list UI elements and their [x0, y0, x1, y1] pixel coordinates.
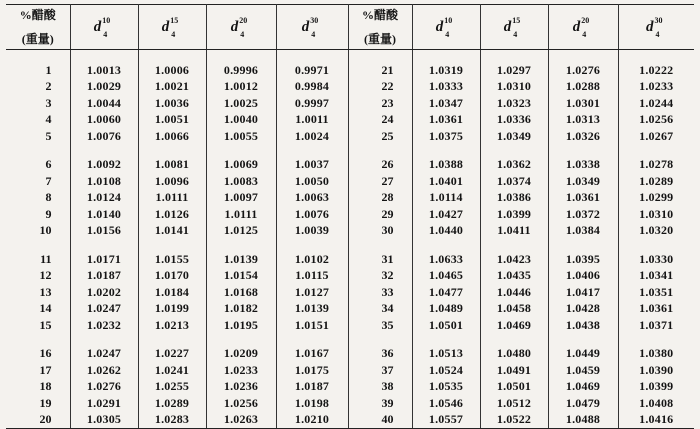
spacer-cell	[348, 145, 412, 157]
spacer-cell	[480, 50, 548, 63]
density-value-right: 1.0557	[412, 412, 480, 429]
density-value-left: 1.0092	[70, 157, 138, 174]
table-row	[6, 223, 694, 240]
table-row	[6, 301, 694, 318]
density-value-right: 1.0114	[412, 190, 480, 207]
density-value-left: 1.0063	[276, 190, 348, 207]
block-spacer-row	[6, 50, 694, 63]
density-value-right: 1.0375	[412, 128, 480, 145]
density-value-left: 1.0125	[206, 223, 276, 240]
density-value-right: 1.0380	[639, 346, 674, 361]
concentration-right: 40	[348, 412, 412, 429]
concentration-left: 7	[6, 173, 70, 190]
density-value-left: 1.0076	[70, 128, 138, 145]
density-value-right: 1.0361	[639, 301, 674, 316]
density-value-left: 1.0283	[138, 412, 206, 429]
density-value-right: 1.0449	[548, 346, 618, 363]
block-spacer-row	[6, 239, 694, 251]
density-value-right: 1.0288	[548, 79, 618, 96]
density-value-right: 1.0438	[548, 317, 618, 334]
concentration-right: 30	[348, 223, 412, 240]
density-value-right: 1.0333	[412, 79, 480, 96]
concentration-left: 4	[6, 112, 70, 129]
density-value-left: 1.0021	[138, 79, 206, 96]
table-row	[6, 268, 694, 285]
density-value-right: 1.0323	[480, 95, 548, 112]
concentration-right: 27	[348, 173, 412, 190]
density-value-right: 1.0399	[639, 379, 674, 394]
density-value-left: 1.0037	[276, 157, 348, 174]
density-value-left: 1.0175	[276, 362, 348, 379]
density-value-right: 1.0524	[412, 362, 480, 379]
density-value-right: 1.0435	[480, 268, 548, 285]
concentration-left: 1	[6, 62, 70, 79]
density-value-right: 1.0310	[480, 79, 548, 96]
table-row	[6, 284, 694, 301]
density-value-left: 1.0291	[70, 395, 138, 412]
spacer-cell	[548, 239, 618, 251]
concentration-right: 31	[348, 251, 412, 268]
acetic-acid-density-table	[6, 4, 694, 429]
concentration-left: 9	[6, 206, 70, 223]
density-value-left: 0.9996	[206, 62, 276, 79]
density-value-left: 1.0232	[70, 317, 138, 334]
acid-percent-label-right: %醋酸	[361, 8, 398, 22]
concentration-right: 32	[348, 268, 412, 285]
density-value-left: 1.0167	[276, 346, 348, 363]
spacer-cell	[618, 50, 694, 63]
density-value-left: 1.0263	[206, 412, 276, 429]
spacer-cell	[138, 334, 206, 346]
density-header-30-left: $d^{30}_4$	[276, 5, 348, 50]
spacer-cell	[138, 239, 206, 251]
density-value-left: 1.0024	[276, 128, 348, 145]
spacer-cell	[412, 145, 480, 157]
density-value-left: 1.0083	[206, 173, 276, 190]
concentration-left: 13	[6, 284, 70, 301]
spacer-cell	[276, 50, 348, 63]
density-value-left: 1.0126	[138, 206, 206, 223]
density-value-right: 1.0301	[548, 95, 618, 112]
density-value-left: 1.0209	[206, 346, 276, 363]
density-value-left: 1.0255	[138, 379, 206, 396]
concentration-right: 23	[348, 95, 412, 112]
density-value-right: 1.0522	[480, 412, 548, 429]
density-value-left: 1.0081	[138, 157, 206, 174]
density-value-left: 1.0276	[70, 379, 138, 396]
density-value-left: 1.0256	[206, 395, 276, 412]
density-value-right: 1.0546	[412, 395, 480, 412]
block-spacer-row	[6, 145, 694, 157]
density-value-right: 1.0338	[548, 157, 618, 174]
density-value-right: 1.0458	[480, 301, 548, 318]
density-value-right: 1.0488	[548, 412, 618, 429]
spacer-cell	[348, 239, 412, 251]
density-value-right: 1.0384	[548, 223, 618, 240]
concentration-right: 38	[348, 379, 412, 396]
density-value-right: 1.0256	[639, 112, 674, 127]
density-value-right: 1.0276	[548, 62, 618, 79]
density-value-left: 1.0076	[276, 206, 348, 223]
spacer-cell	[412, 50, 480, 63]
density-value-left: 1.0011	[276, 112, 348, 129]
density-value-right: 1.0480	[480, 346, 548, 363]
density-value-right: 1.0388	[412, 157, 480, 174]
density-value-right: 1.0313	[548, 112, 618, 129]
density-value-left: 1.0140	[70, 206, 138, 223]
concentration-right: 35	[348, 317, 412, 334]
acid-percent-header-right	[348, 5, 412, 50]
density-value-right: 1.0222	[639, 62, 674, 77]
density-value-left: 1.0060	[70, 112, 138, 129]
density-value-left: 1.0247	[70, 301, 138, 318]
density-value-right: 1.0244	[639, 95, 674, 110]
spacer-cell	[276, 145, 348, 157]
spacer-cell	[618, 145, 694, 157]
density-value-right: 1.0372	[548, 206, 618, 223]
header-row	[6, 5, 694, 50]
spacer-cell	[480, 239, 548, 251]
density-value-right: 1.0501	[480, 379, 548, 396]
density-value-right: 1.0417	[548, 284, 618, 301]
density-header-10-right: $d^{10}_4$	[412, 5, 480, 50]
density-value-left: 1.0025	[206, 95, 276, 112]
density-value-right: 1.0341	[639, 268, 674, 283]
density-value-left: 1.0111	[138, 190, 206, 207]
density-value-left: 0.9971	[276, 62, 348, 79]
concentration-left: 17	[6, 362, 70, 379]
density-value-left: 1.0050	[276, 173, 348, 190]
concentration-left: 6	[6, 157, 70, 174]
density-value-left: 1.0227	[138, 346, 206, 363]
acid-percent-label: %醋酸	[19, 8, 56, 22]
table-row	[6, 95, 694, 112]
table-row	[6, 362, 694, 379]
density-value-right: 1.0289	[639, 173, 674, 188]
concentration-left: 20	[6, 412, 70, 429]
concentration-left: 5	[6, 128, 70, 145]
table-row	[6, 157, 694, 174]
spacer-cell	[6, 334, 70, 346]
density-value-right: 1.0347	[412, 95, 480, 112]
spacer-cell	[206, 145, 276, 157]
density-value-left: 1.0195	[206, 317, 276, 334]
table-row	[6, 346, 694, 363]
density-value-left: 1.0247	[70, 346, 138, 363]
table-row	[6, 379, 694, 396]
density-value-left: 1.0233	[206, 362, 276, 379]
density-value-right: 1.0349	[480, 128, 548, 145]
concentration-right: 36	[348, 346, 412, 363]
spacer-cell	[70, 334, 138, 346]
concentration-left: 16	[6, 346, 70, 363]
density-header-15-left: $d^{15}_4$	[138, 5, 206, 50]
concentration-left: 12	[6, 268, 70, 285]
density-value-right: 1.0513	[412, 346, 480, 363]
density-value-right: 1.0267	[639, 128, 674, 143]
density-value-left: 1.0262	[70, 362, 138, 379]
density-value-right: 1.0297	[480, 62, 548, 79]
density-value-left: 1.0029	[70, 79, 138, 96]
concentration-left: 8	[6, 190, 70, 207]
density-value-right: 1.0477	[412, 284, 480, 301]
density-value-left: 1.0097	[206, 190, 276, 207]
table-row	[6, 395, 694, 412]
spacer-cell	[138, 145, 206, 157]
density-header-20-left: $d^{20}_4$	[206, 5, 276, 50]
table-row	[6, 173, 694, 190]
acid-unit-label: (重量)	[21, 32, 54, 46]
density-value-right: 1.0501	[412, 317, 480, 334]
spacer-cell	[6, 50, 70, 63]
table-row	[6, 62, 694, 79]
density-value-left: 1.0170	[138, 268, 206, 285]
density-value-right: 1.0489	[412, 301, 480, 318]
table-row	[6, 317, 694, 334]
density-value-left: 1.0069	[206, 157, 276, 174]
density-value-left: 1.0108	[70, 173, 138, 190]
density-value-left: 1.0124	[70, 190, 138, 207]
density-value-right: 1.0428	[548, 301, 618, 318]
density-value-right: 1.0336	[480, 112, 548, 129]
spacer-cell	[276, 334, 348, 346]
spacer-cell	[412, 334, 480, 346]
spacer-cell	[206, 334, 276, 346]
density-value-right: 1.0469	[480, 317, 548, 334]
density-value-right: 1.0465	[412, 268, 480, 285]
density-value-right: 1.0427	[412, 206, 480, 223]
spacer-cell	[548, 50, 618, 63]
density-value-right: 1.0362	[480, 157, 548, 174]
density-value-left: 1.0199	[138, 301, 206, 318]
density-value-left: 1.0044	[70, 95, 138, 112]
spacer-cell	[412, 239, 480, 251]
density-value-left: 1.0171	[70, 251, 138, 268]
density-value-left: 1.0006	[138, 62, 206, 79]
density-value-right: 1.0512	[480, 395, 548, 412]
concentration-left: 10	[6, 223, 70, 240]
density-value-right: 1.0386	[480, 190, 548, 207]
concentration-left: 14	[6, 301, 70, 318]
density-value-left: 0.9984	[276, 79, 348, 96]
concentration-right: 29	[348, 206, 412, 223]
acid-unit-label-right: (重量)	[364, 32, 396, 46]
spacer-cell	[206, 239, 276, 251]
density-value-right: 1.0390	[639, 362, 674, 377]
spacer-cell	[480, 334, 548, 346]
density-value-left: 1.0151	[276, 317, 348, 334]
concentration-left: 3	[6, 95, 70, 112]
density-value-right: 1.0351	[639, 284, 674, 299]
concentration-right: 33	[348, 284, 412, 301]
spacer-cell	[480, 145, 548, 157]
concentration-left: 2	[6, 79, 70, 96]
density-value-left: 1.0184	[138, 284, 206, 301]
density-value-right: 1.0401	[412, 173, 480, 190]
concentration-left: 18	[6, 379, 70, 396]
spacer-cell	[348, 334, 412, 346]
table-row	[6, 251, 694, 268]
density-value-right: 1.0423	[480, 251, 548, 268]
spacer-cell	[6, 145, 70, 157]
table-row	[6, 79, 694, 96]
concentration-right: 39	[348, 395, 412, 412]
density-value-left: 1.0115	[276, 268, 348, 285]
block-spacer-row	[6, 334, 694, 346]
density-value-left: 1.0141	[138, 223, 206, 240]
density-value-left: 1.0066	[138, 128, 206, 145]
spacer-cell	[70, 239, 138, 251]
density-value-left: 1.0102	[276, 251, 348, 268]
density-value-right: 1.0320	[639, 223, 674, 238]
density-value-left: 1.0202	[70, 284, 138, 301]
table-body	[6, 50, 694, 429]
density-value-right: 1.0479	[548, 395, 618, 412]
table-row	[6, 128, 694, 145]
density-value-left: 1.0039	[276, 223, 348, 240]
density-value-left: 1.0236	[206, 379, 276, 396]
density-value-right: 1.0406	[548, 268, 618, 285]
concentration-left: 19	[6, 395, 70, 412]
spacer-cell	[138, 50, 206, 63]
spacer-cell	[206, 50, 276, 63]
density-value-left: 1.0187	[276, 379, 348, 396]
concentration-left: 11	[6, 251, 70, 268]
concentration-right: 24	[348, 112, 412, 129]
density-value-left: 1.0198	[276, 395, 348, 412]
density-value-left: 1.0139	[276, 301, 348, 318]
density-value-left: 1.0156	[70, 223, 138, 240]
density-value-right: 1.0491	[480, 362, 548, 379]
density-value-left: 1.0139	[206, 251, 276, 268]
density-value-left: 1.0210	[276, 412, 348, 429]
density-value-right: 1.0469	[548, 379, 618, 396]
spacer-cell	[70, 145, 138, 157]
concentration-right: 21	[348, 62, 412, 79]
density-value-left: 1.0289	[138, 395, 206, 412]
table-row	[6, 412, 694, 429]
spacer-cell	[70, 50, 138, 63]
density-value-left: 1.0127	[276, 284, 348, 301]
table-row	[6, 190, 694, 207]
density-value-right: 1.0349	[548, 173, 618, 190]
concentration-left: 15	[6, 317, 70, 334]
density-value-right: 1.0411	[480, 223, 548, 240]
density-value-right: 1.0459	[548, 362, 618, 379]
density-value-left: 1.0051	[138, 112, 206, 129]
spacer-cell	[548, 334, 618, 346]
density-value-right: 1.0278	[639, 157, 674, 172]
density-value-left: 1.0013	[70, 62, 138, 79]
density-value-right: 1.0633	[412, 251, 480, 268]
density-value-right: 1.0310	[639, 206, 674, 221]
density-value-left: 1.0182	[206, 301, 276, 318]
density-value-right: 1.0416	[618, 412, 694, 429]
spacer-cell	[618, 239, 694, 251]
density-value-right: 1.0361	[412, 112, 480, 129]
spacer-cell	[276, 239, 348, 251]
density-value-left: 1.0305	[70, 412, 138, 429]
density-value-right: 1.0330	[639, 251, 674, 266]
density-value-left: 1.0055	[206, 128, 276, 145]
density-value-right: 1.0395	[548, 251, 618, 268]
density-value-left: 1.0111	[206, 206, 276, 223]
acid-percent-header-left	[6, 5, 70, 50]
spacer-cell	[618, 334, 694, 346]
density-header-15-right: $d^{15}_4$	[480, 5, 548, 50]
density-value-right: 1.0399	[480, 206, 548, 223]
density-value-left: 1.0168	[206, 284, 276, 301]
concentration-right: 28	[348, 190, 412, 207]
density-value-left: 1.0154	[206, 268, 276, 285]
density-value-left: 1.0012	[206, 79, 276, 96]
density-value-left: 1.0241	[138, 362, 206, 379]
density-value-right: 1.0374	[480, 173, 548, 190]
concentration-right: 25	[348, 128, 412, 145]
density-value-right: 1.0535	[412, 379, 480, 396]
density-value-right: 1.0361	[548, 190, 618, 207]
density-value-right: 1.0440	[412, 223, 480, 240]
concentration-right: 37	[348, 362, 412, 379]
density-value-right: 1.0233	[639, 79, 674, 94]
density-value-left: 1.0213	[138, 317, 206, 334]
spacer-cell	[548, 145, 618, 157]
density-value-left: 1.0096	[138, 173, 206, 190]
table-row	[6, 112, 694, 129]
density-header-20-right: $d^{20}_4$	[548, 5, 618, 50]
density-value-right: 1.0446	[480, 284, 548, 301]
concentration-right: 34	[348, 301, 412, 318]
table-row	[6, 206, 694, 223]
spacer-cell	[348, 50, 412, 63]
concentration-right: 22	[348, 79, 412, 96]
density-header-10-left: $d^{10}_4$	[70, 5, 138, 50]
density-value-right: 1.0408	[639, 395, 674, 410]
density-value-left: 0.9997	[276, 95, 348, 112]
density-header-30-right: $d^{30}_4$	[618, 5, 694, 50]
density-value-right: 1.0319	[412, 62, 480, 79]
spacer-cell	[6, 239, 70, 251]
density-value-left: 1.0187	[70, 268, 138, 285]
density-value-left: 1.0036	[138, 95, 206, 112]
concentration-right: 26	[348, 157, 412, 174]
density-value-right: 1.0371	[639, 317, 674, 332]
density-value-right: 1.0326	[548, 128, 618, 145]
density-value-left: 1.0155	[138, 251, 206, 268]
density-value-right: 1.0299	[639, 190, 674, 205]
density-value-left: 1.0040	[206, 112, 276, 129]
